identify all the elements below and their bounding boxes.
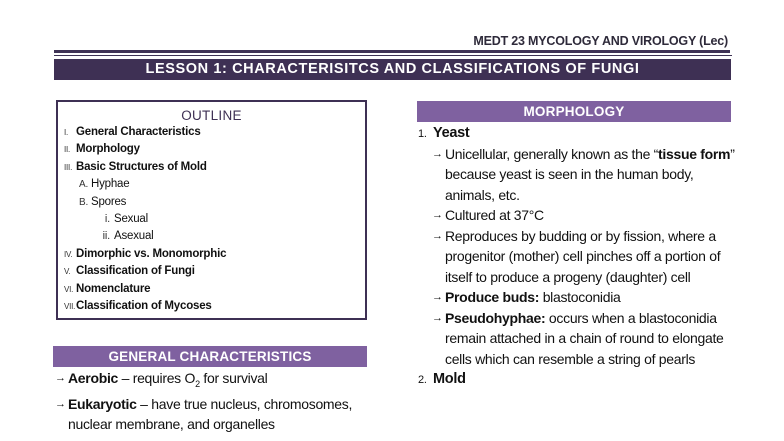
outline-item: IV. Dimorphic vs. Monomorphic: [64, 247, 227, 260]
outline-subitem: A. Hyphae: [79, 178, 130, 191]
list-item: → Aerobic – requires $O_2$ for survival: [55, 370, 268, 389]
morphology-section-mold: 2. Mold: [418, 371, 466, 387]
arrow-icon: →: [432, 291, 443, 303]
yeast-points: [418, 144, 738, 370]
outline-item: III. Basic Structures of Mold: [64, 160, 207, 173]
morphology-section-yeast: 1. Yeast: [418, 125, 470, 141]
header-rule-thin: [54, 55, 732, 56]
arrow-icon: →: [432, 147, 443, 160]
outline-box: [56, 100, 367, 320]
morphology-header: MORPHOLOGY: [417, 101, 731, 122]
arrow-icon: →: [432, 209, 443, 221]
list-item: → Eukaryotic – have true nucleus, chromosomes, nuclear membrane, and organelles: [55, 395, 353, 432]
outline-title: OUTLINE: [181, 108, 242, 123]
outline-item: VI. Nomenclature: [64, 282, 151, 295]
arrow-icon: →: [432, 229, 443, 242]
course-title: MEDT 23 MYCOLOGY AND VIROLOGY (Lec): [473, 34, 728, 48]
lesson-title-banner: LESSON 1: CHARACTERISITCS AND CLASSIFICATIONS OF FUNGI: [54, 59, 731, 80]
outline-item: II. Morphology: [64, 143, 140, 156]
list-item: → Produce buds: blastoconidia: [432, 287, 738, 308]
outline-subitem: B. Spores: [79, 195, 127, 208]
arrow-icon: →: [432, 311, 443, 324]
general-characteristics-header: GENERAL CHARACTERISTICS: [53, 346, 367, 367]
arrow-icon: →: [55, 372, 66, 384]
outline-subsubitem: ii. Asexual: [102, 230, 154, 243]
header-rule-thick: [54, 50, 730, 53]
outline-subsubitem: i. Sexual: [104, 213, 148, 226]
outline-item: V. Classification of Fungi: [64, 265, 195, 278]
outline-item: I. General Characteristics: [64, 126, 201, 138]
list-item: → Cultured at 37°C: [432, 205, 738, 226]
list-item: → Reproduces by budding or by fission, where a progenitor (mother) cell pinches off a portion of itself to produce a progeny (daughter) cell: [432, 227, 721, 285]
list-item: → Unicellular, generally known as the “tissue form” because yeast is seen in the human body, animals, etc.: [432, 145, 735, 203]
general-characteristics-list: [55, 368, 375, 434]
arrow-icon: →: [55, 397, 66, 410]
outline-item: VII.Classification of Mycoses: [64, 300, 212, 313]
morphology-list: [418, 123, 738, 390]
list-item: → Pseudohyphae: occurs when a blastoconidia remain attached in a chain of round to elongate cells which can resemble a string of pearls: [432, 309, 724, 367]
